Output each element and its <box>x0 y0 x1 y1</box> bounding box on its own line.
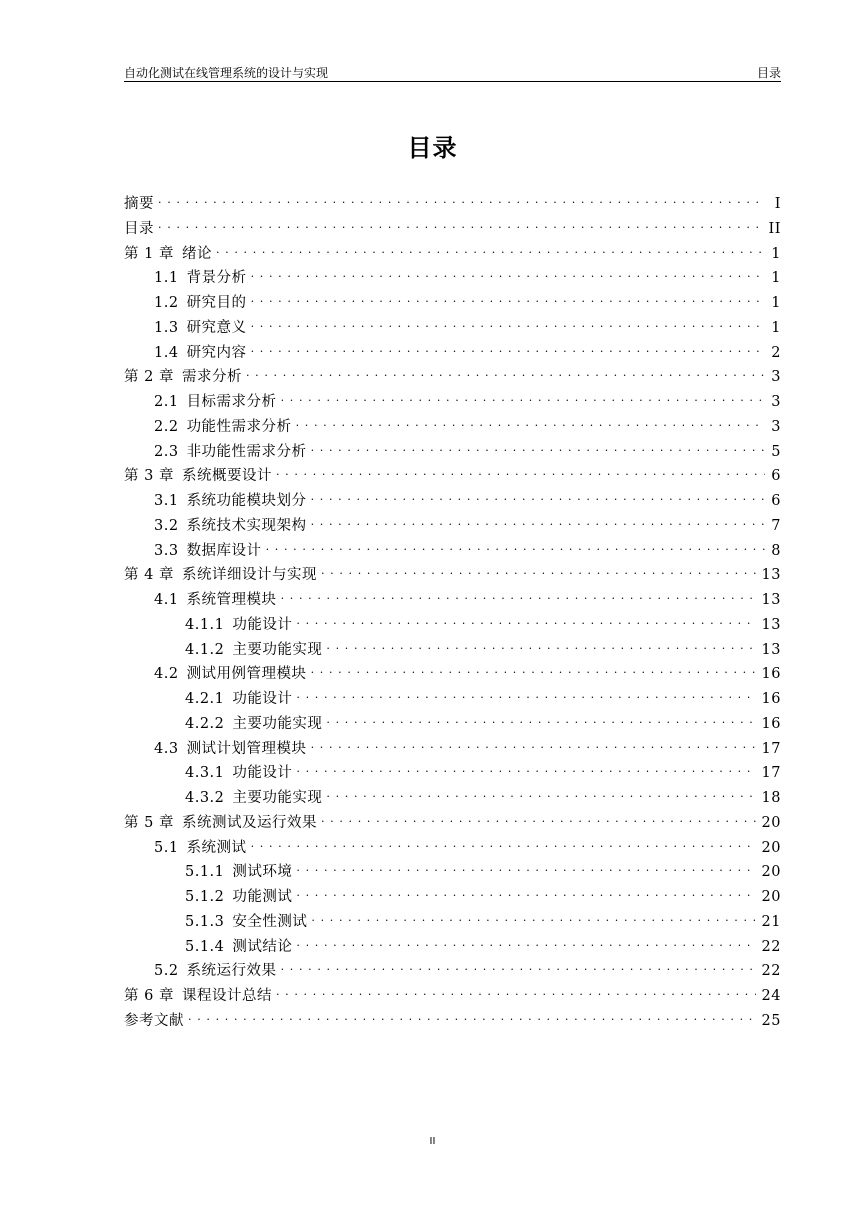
toc-leader-dots <box>321 563 756 575</box>
toc-entry-page: 1 <box>771 245 781 262</box>
toc-entry-number: 5.1.4 <box>185 938 225 955</box>
toc-entry-page: 6 <box>771 493 781 509</box>
toc-leader-dots <box>311 662 756 674</box>
toc-entry[interactable] <box>124 539 781 564</box>
toc-leader-dots <box>296 687 755 699</box>
toc-leader-dots <box>188 1009 756 1021</box>
toc-entry-label: 需求分析 <box>181 369 242 386</box>
toc-entry-number: 1.1 <box>154 270 179 287</box>
toc-entry-page: 7 <box>771 517 781 534</box>
toc-entry[interactable] <box>124 959 781 984</box>
toc-entry-number: 2.1 <box>154 394 179 410</box>
toc-entry-number: 5.1.1 <box>185 864 225 881</box>
toc-entry-number: 第 5 章 <box>124 814 174 831</box>
toc-entry-page: 3 <box>771 394 781 410</box>
toc-entry-label: 测试结论 <box>232 938 293 955</box>
toc-entry[interactable] <box>124 638 781 663</box>
toc-leader-dots <box>251 266 765 278</box>
toc-entry-number: 3.2 <box>154 517 179 534</box>
toc-entry-label: 测试计划管理模块 <box>186 740 307 757</box>
toc-entry-number: 4.2.2 <box>185 715 225 732</box>
toc-leader-dots <box>296 761 755 773</box>
toc-leader-dots <box>296 613 755 625</box>
header-rule <box>124 81 781 82</box>
toc-entry-page: 22 <box>761 938 781 955</box>
toc-entry-number: 3.1 <box>154 493 179 509</box>
toc-entry-label: 测试用例管理模块 <box>186 666 307 683</box>
header-document-title: 自动化测试在线管理系统的设计与实现 <box>124 66 329 80</box>
toc-entry-number: 2.2 <box>154 418 179 435</box>
toc-entry-number: 4.3 <box>154 740 179 757</box>
toc-entry-page: 22 <box>761 963 781 980</box>
toc-leader-dots <box>296 885 755 897</box>
toc-leader-dots <box>281 588 756 600</box>
toc-entry-number: 1.2 <box>154 295 179 311</box>
toc-entry-label: 系统详细设计与实现 <box>181 567 317 584</box>
toc-entry-page: II <box>768 220 781 237</box>
toc-entry-number: 第 4 章 <box>124 567 174 584</box>
toc-leader-dots <box>266 539 765 551</box>
toc-entry-page: 5 <box>771 443 781 460</box>
toc-entry-label: 测试环境 <box>232 864 293 881</box>
toc-leader-dots <box>311 910 755 922</box>
toc-entry-label: 研究目的 <box>186 295 247 311</box>
toc-entry-page: 13 <box>761 641 781 658</box>
toc-entry-number: 5.1 <box>154 839 179 856</box>
toc-entry-label: 非功能性需求分析 <box>186 443 307 460</box>
toc-entry-number: 3.3 <box>154 542 179 559</box>
toc-entry-label: 系统管理模块 <box>186 592 277 608</box>
toc-entry[interactable] <box>124 440 781 465</box>
toc-entry-number: 5.1.3 <box>185 913 225 930</box>
toc-leader-dots <box>311 440 765 452</box>
toc-entry-number: 4.1.1 <box>185 616 225 633</box>
page-title: 目录 <box>407 134 458 162</box>
toc-entry-number: 4.3.2 <box>185 790 225 806</box>
toc-entry[interactable] <box>124 737 781 762</box>
toc-entry-label: 主要功能实现 <box>232 641 323 658</box>
toc-entry-label: 系统概要设计 <box>181 468 272 485</box>
toc-entry[interactable] <box>124 885 781 910</box>
toc-entry[interactable] <box>124 811 781 836</box>
toc-entry-page: 3 <box>771 369 781 386</box>
toc-entry-page: 16 <box>761 666 781 683</box>
toc-entry-page: 13 <box>761 592 781 608</box>
toc-entry[interactable] <box>124 365 781 390</box>
toc-entry[interactable] <box>124 217 781 242</box>
toc-entry[interactable] <box>124 613 781 638</box>
toc-entry-label: 绪论 <box>181 245 212 262</box>
toc-leader-dots <box>281 390 765 402</box>
toc-leader-dots <box>251 836 756 848</box>
toc-entry-page: 8 <box>771 542 781 559</box>
toc-entry-label: 参考文献 <box>124 1012 184 1029</box>
toc-entry-page: 20 <box>761 814 781 831</box>
toc-entry-number: 第 3 章 <box>124 468 174 485</box>
toc-leader-dots <box>326 786 755 798</box>
toc-entry-number: 4.1 <box>154 592 179 608</box>
toc-entry-label: 目录 <box>124 220 154 237</box>
toc-entry-number: 1.4 <box>154 344 179 361</box>
toc-entry-page: 25 <box>761 1012 781 1029</box>
toc-entry-label: 课程设计总结 <box>181 988 272 1004</box>
table-of-contents <box>124 192 781 1034</box>
toc-leader-dots <box>276 464 765 476</box>
toc-entry-number: 5.1.2 <box>185 889 225 905</box>
toc-entry-page: 18 <box>761 790 781 806</box>
toc-entry-label: 安全性测试 <box>232 913 308 930</box>
toc-entry-page: 16 <box>761 691 781 707</box>
toc-entry-number: 4.3.1 <box>185 765 225 782</box>
toc-entry-label: 系统运行效果 <box>186 963 277 980</box>
page-number: II <box>429 1136 436 1147</box>
toc-entry-label: 目标需求分析 <box>186 394 277 410</box>
toc-entry-page: 6 <box>771 468 781 485</box>
toc-entry-page: 13 <box>761 567 781 584</box>
toc-entry-page: 20 <box>761 839 781 856</box>
header-section-title: 目录 <box>756 66 781 80</box>
toc-entry[interactable] <box>124 910 781 935</box>
toc-entry[interactable] <box>124 935 781 960</box>
toc-entry-number: 2.3 <box>154 443 179 460</box>
toc-leader-dots <box>251 316 765 328</box>
toc-leader-dots <box>158 192 765 204</box>
toc-entry-label: 研究内容 <box>186 344 247 361</box>
toc-entry-number: 4.2 <box>154 666 179 683</box>
toc-leader-dots <box>281 959 756 971</box>
toc-entry-label: 功能测试 <box>232 889 293 905</box>
toc-entry[interactable] <box>124 464 781 489</box>
toc-entry-label: 主要功能实现 <box>232 790 323 806</box>
toc-entry-page: 21 <box>761 913 781 930</box>
toc-entry-number: 4.2.1 <box>185 691 225 707</box>
toc-entry-page: 1 <box>771 319 781 336</box>
toc-entry-label: 数据库设计 <box>186 542 262 559</box>
toc-entry[interactable] <box>124 761 781 786</box>
toc-entry-page: 17 <box>761 740 781 757</box>
toc-entry[interactable] <box>124 836 781 861</box>
toc-entry-number: 第 6 章 <box>124 988 174 1004</box>
toc-entry[interactable] <box>124 514 781 539</box>
toc-entry-page: 17 <box>761 765 781 782</box>
toc-entry-label: 摘要 <box>124 196 154 212</box>
toc-entry-page: 20 <box>761 864 781 881</box>
toc-entry[interactable] <box>124 712 781 737</box>
toc-entry[interactable] <box>124 687 781 712</box>
toc-entry-number: 5.2 <box>154 963 179 980</box>
toc-entry-page: 20 <box>761 889 781 905</box>
toc-entry[interactable] <box>124 242 781 267</box>
toc-leader-dots <box>158 217 763 229</box>
toc-entry-label: 功能设计 <box>232 616 293 633</box>
toc-leader-dots <box>246 365 765 377</box>
toc-entry-number: 第 2 章 <box>124 369 174 386</box>
toc-entry[interactable] <box>124 316 781 341</box>
toc-leader-dots <box>326 712 755 724</box>
toc-leader-dots <box>326 638 755 650</box>
toc-entry-label: 背景分析 <box>186 270 247 287</box>
toc-entry[interactable] <box>124 860 781 885</box>
toc-entry-label: 系统技术实现架构 <box>186 517 307 534</box>
toc-entry-label: 系统测试 <box>186 839 247 856</box>
toc-entry-number: 第 1 章 <box>124 245 174 262</box>
toc-entry-page: 1 <box>771 270 781 287</box>
toc-leader-dots <box>216 242 765 254</box>
toc-entry[interactable] <box>124 662 781 687</box>
toc-entry-page: I <box>774 196 781 212</box>
toc-entry[interactable] <box>124 192 781 217</box>
toc-entry-label: 系统功能模块划分 <box>186 493 307 509</box>
toc-entry-label: 功能设计 <box>232 691 293 707</box>
toc-entry[interactable] <box>124 390 781 415</box>
toc-entry[interactable] <box>124 415 781 440</box>
toc-entry[interactable] <box>124 1009 781 1034</box>
toc-entry-label: 主要功能实现 <box>232 715 323 732</box>
toc-entry[interactable] <box>124 786 781 811</box>
toc-entry-label: 功能性需求分析 <box>186 418 292 435</box>
toc-leader-dots <box>251 341 765 353</box>
toc-entry-page: 24 <box>761 988 781 1004</box>
toc-entry-number: 1.3 <box>154 319 179 336</box>
toc-leader-dots <box>311 489 765 501</box>
toc-leader-dots <box>251 291 765 303</box>
toc-entry-label: 研究意义 <box>186 319 247 336</box>
toc-entry-page: 1 <box>771 295 781 311</box>
toc-leader-dots <box>296 415 765 427</box>
toc-entry-page: 16 <box>761 715 781 732</box>
running-header <box>124 62 781 82</box>
toc-entry-page: 3 <box>771 418 781 435</box>
toc-entry[interactable] <box>124 588 781 613</box>
toc-entry-number: 4.1.2 <box>185 641 225 658</box>
toc-entry-label: 系统测试及运行效果 <box>181 814 317 831</box>
toc-leader-dots <box>276 984 756 996</box>
toc-leader-dots <box>321 811 756 823</box>
toc-leader-dots <box>311 514 765 526</box>
toc-entry[interactable] <box>124 341 781 366</box>
toc-entry[interactable] <box>124 984 781 1009</box>
toc-leader-dots <box>296 935 755 947</box>
toc-entry[interactable] <box>124 489 781 514</box>
toc-entry[interactable] <box>124 266 781 291</box>
toc-entry-page: 2 <box>771 344 781 361</box>
toc-leader-dots <box>296 860 755 872</box>
toc-entry-label: 功能设计 <box>232 765 293 782</box>
toc-entry[interactable] <box>124 291 781 316</box>
toc-leader-dots <box>311 737 756 749</box>
toc-entry[interactable] <box>124 563 781 588</box>
toc-entry-page: 13 <box>761 616 781 633</box>
